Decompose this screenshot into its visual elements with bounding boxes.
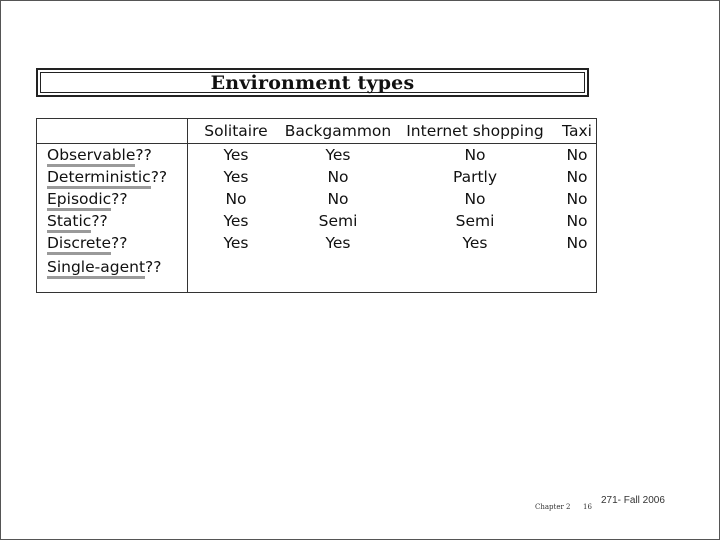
table-cell: Partly [452, 168, 498, 186]
question-marks: ?? [145, 258, 162, 276]
table-cell: Yes [223, 234, 249, 252]
footer-chapter: Chapter 2 [535, 503, 571, 511]
table-row-single-agent [37, 254, 597, 293]
property-link[interactable]: Discrete [47, 234, 111, 255]
table-row-deterministic [37, 166, 597, 188]
table-cell: No [566, 190, 588, 208]
table-cell [558, 254, 597, 293]
question-marks: ?? [91, 212, 108, 230]
property-link[interactable]: Observable [47, 146, 135, 167]
table-cell: No [464, 190, 486, 208]
footer-course-label: 271- Fall 2006 [601, 495, 665, 506]
question-marks: ?? [111, 190, 128, 208]
property-link[interactable]: Static [47, 212, 91, 233]
table-cell: No [566, 234, 588, 252]
col-header-solitaire: Solitaire [188, 119, 285, 144]
row-label [37, 166, 188, 188]
property-link[interactable]: Deterministic [47, 168, 151, 189]
row-label [37, 254, 188, 293]
col-header-taxi: Taxi [558, 119, 597, 144]
row-label [37, 232, 188, 254]
row-label [37, 210, 188, 232]
table-cell: Semi [318, 212, 358, 230]
col-header-internet-shopping: Internet shopping [392, 119, 558, 144]
table-cell [188, 254, 285, 293]
table-cell: No [464, 146, 486, 164]
table-cell: No [225, 190, 247, 208]
table-cell: No [327, 168, 349, 186]
slide-title: Environment types [210, 71, 415, 94]
col-header-backgammon: Backgammon [284, 119, 392, 144]
table-cell: No [566, 146, 588, 164]
table-row-static [37, 210, 597, 232]
table-cell: Yes [462, 234, 488, 252]
table-cell: Semi [455, 212, 495, 230]
row-label [37, 144, 188, 167]
table-cell: Yes [223, 212, 249, 230]
property-link[interactable]: Single-agent [47, 258, 145, 279]
title-box [36, 68, 589, 97]
table-cell: Yes [223, 146, 249, 164]
table-cell: No [566, 168, 588, 186]
environment-types-table [36, 118, 597, 293]
table-cell [392, 254, 558, 293]
property-link[interactable]: Episodic [47, 190, 111, 211]
title-inner-border [40, 72, 585, 93]
table-cell: Yes [325, 146, 351, 164]
table-row-observable [37, 144, 597, 167]
table-cell: No [327, 190, 349, 208]
table-header-row [37, 119, 597, 144]
table-cell [284, 254, 392, 293]
question-marks: ?? [111, 234, 128, 252]
question-marks: ?? [135, 146, 152, 164]
header-blank-cell [37, 119, 188, 144]
footer-page-number: 16 [583, 503, 592, 511]
table-row-discrete [37, 232, 597, 254]
table-cell: Yes [223, 168, 249, 186]
table-cell: No [566, 212, 588, 230]
table-cell: Yes [325, 234, 351, 252]
question-marks: ?? [150, 168, 168, 186]
table-row-episodic [37, 188, 597, 210]
row-label [37, 188, 188, 210]
